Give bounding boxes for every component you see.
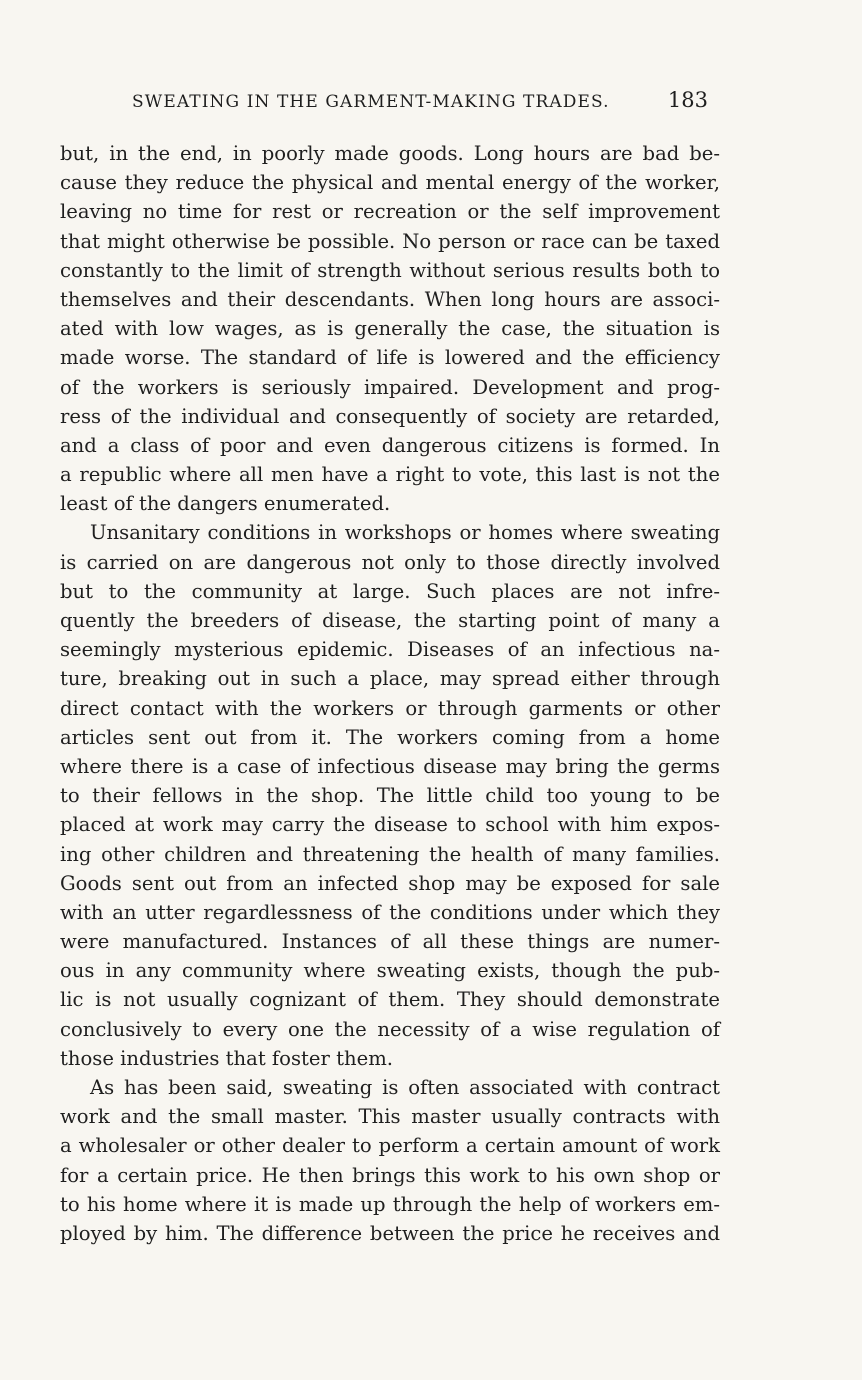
text-line: but to the community at large. Such places are not infre- xyxy=(60,579,720,603)
text-line: articles sent out from it. The workers coming from a home xyxy=(60,725,720,749)
body-text xyxy=(60,139,720,1248)
text-line: that might otherwise be possible. No person or race can be taxed xyxy=(60,229,720,253)
paragraph xyxy=(60,1073,720,1248)
text-line: Goods sent out from an infected shop may be exposed for sale xyxy=(60,871,720,895)
text-line: made worse. The standard of life is lowered and the efficiency xyxy=(60,346,720,370)
paragraph xyxy=(60,139,720,518)
text-line: ing other children and threatening the health of many families. xyxy=(60,842,720,866)
text-line: leaving no time for rest or recreation or the self improvement xyxy=(60,200,720,224)
text-line: placed at work may carry the disease to school with him expos- xyxy=(60,813,720,837)
text-line: to his home where it is made up through the help of workers em- xyxy=(60,1192,720,1216)
page-number: 183 xyxy=(667,88,708,112)
text-line: seemingly mysterious epidemic. Diseases of an infectious na- xyxy=(60,638,720,662)
running-head: SWEATING IN THE GARMENT-MAKING TRADES. xyxy=(132,92,610,112)
text-line: ous in any community where sweating exists, though the pub- xyxy=(60,959,720,983)
text-line: cause they reduce the physical and mental energy of the worker, xyxy=(60,171,720,195)
text-line: themselves and their descendants. When long hours are associ- xyxy=(60,287,720,311)
text-line: constantly to the limit of strength without serious results both to xyxy=(60,258,720,282)
text-line: a wholesaler or other dealer to perform a certain amount of work xyxy=(60,1134,720,1158)
text-line: for a certain price. He then brings this work to his own shop or xyxy=(60,1163,720,1187)
text-line: ployed by him. The difference between the price he receives and xyxy=(60,1221,720,1245)
text-line: were manufactured. Instances of all these things are numer- xyxy=(60,930,720,954)
text-line: ture, breaking out in such a place, may spread either through xyxy=(60,667,720,691)
text-line: quently the breeders of disease, the starting point of many a xyxy=(60,609,720,632)
text-line: lic is not usually cognizant of them. They should demonstrate xyxy=(60,988,720,1012)
text-line: with an utter regardlessness of the conditions under which they xyxy=(60,900,720,924)
text-line: and a class of poor and even dangerous citizens is formed. In xyxy=(60,433,720,457)
text-line: direct contact with the workers or through garments or other xyxy=(60,696,720,720)
text-line: ress of the individual and consequently of society are retarded, xyxy=(60,404,720,428)
text-line: conclusively to every one the necessity of a wise regulation of xyxy=(60,1017,720,1041)
text-line: least of the dangers enumerated. xyxy=(60,492,391,516)
text-line: ated with low wages, as is generally the case, the situation is xyxy=(60,317,720,341)
text-line: to their fellows in the shop. The little child too young to be xyxy=(60,784,720,808)
page-header xyxy=(60,88,720,118)
text-line: but, in the end, in poorly made goods. Long hours are bad be- xyxy=(60,142,720,165)
text-line: those industries that foster them. xyxy=(60,1046,393,1070)
text-line: As has been said, sweating is often associated with contract xyxy=(90,1076,720,1099)
text-line: of the workers is seriously impaired. Development and prog- xyxy=(60,375,720,399)
paragraph xyxy=(60,518,720,1073)
text-line: a republic where all men have a right to vote, this last is not the xyxy=(60,463,720,487)
text-line: where there is a case of infectious disease may bring the germs xyxy=(60,754,720,778)
text-line: is carried on are dangerous not only to those directly involved xyxy=(60,550,720,574)
text-line: work and the small master. This master usually contracts with xyxy=(60,1105,720,1129)
text-line: Unsanitary conditions in workshops or homes where sweating xyxy=(90,521,720,545)
